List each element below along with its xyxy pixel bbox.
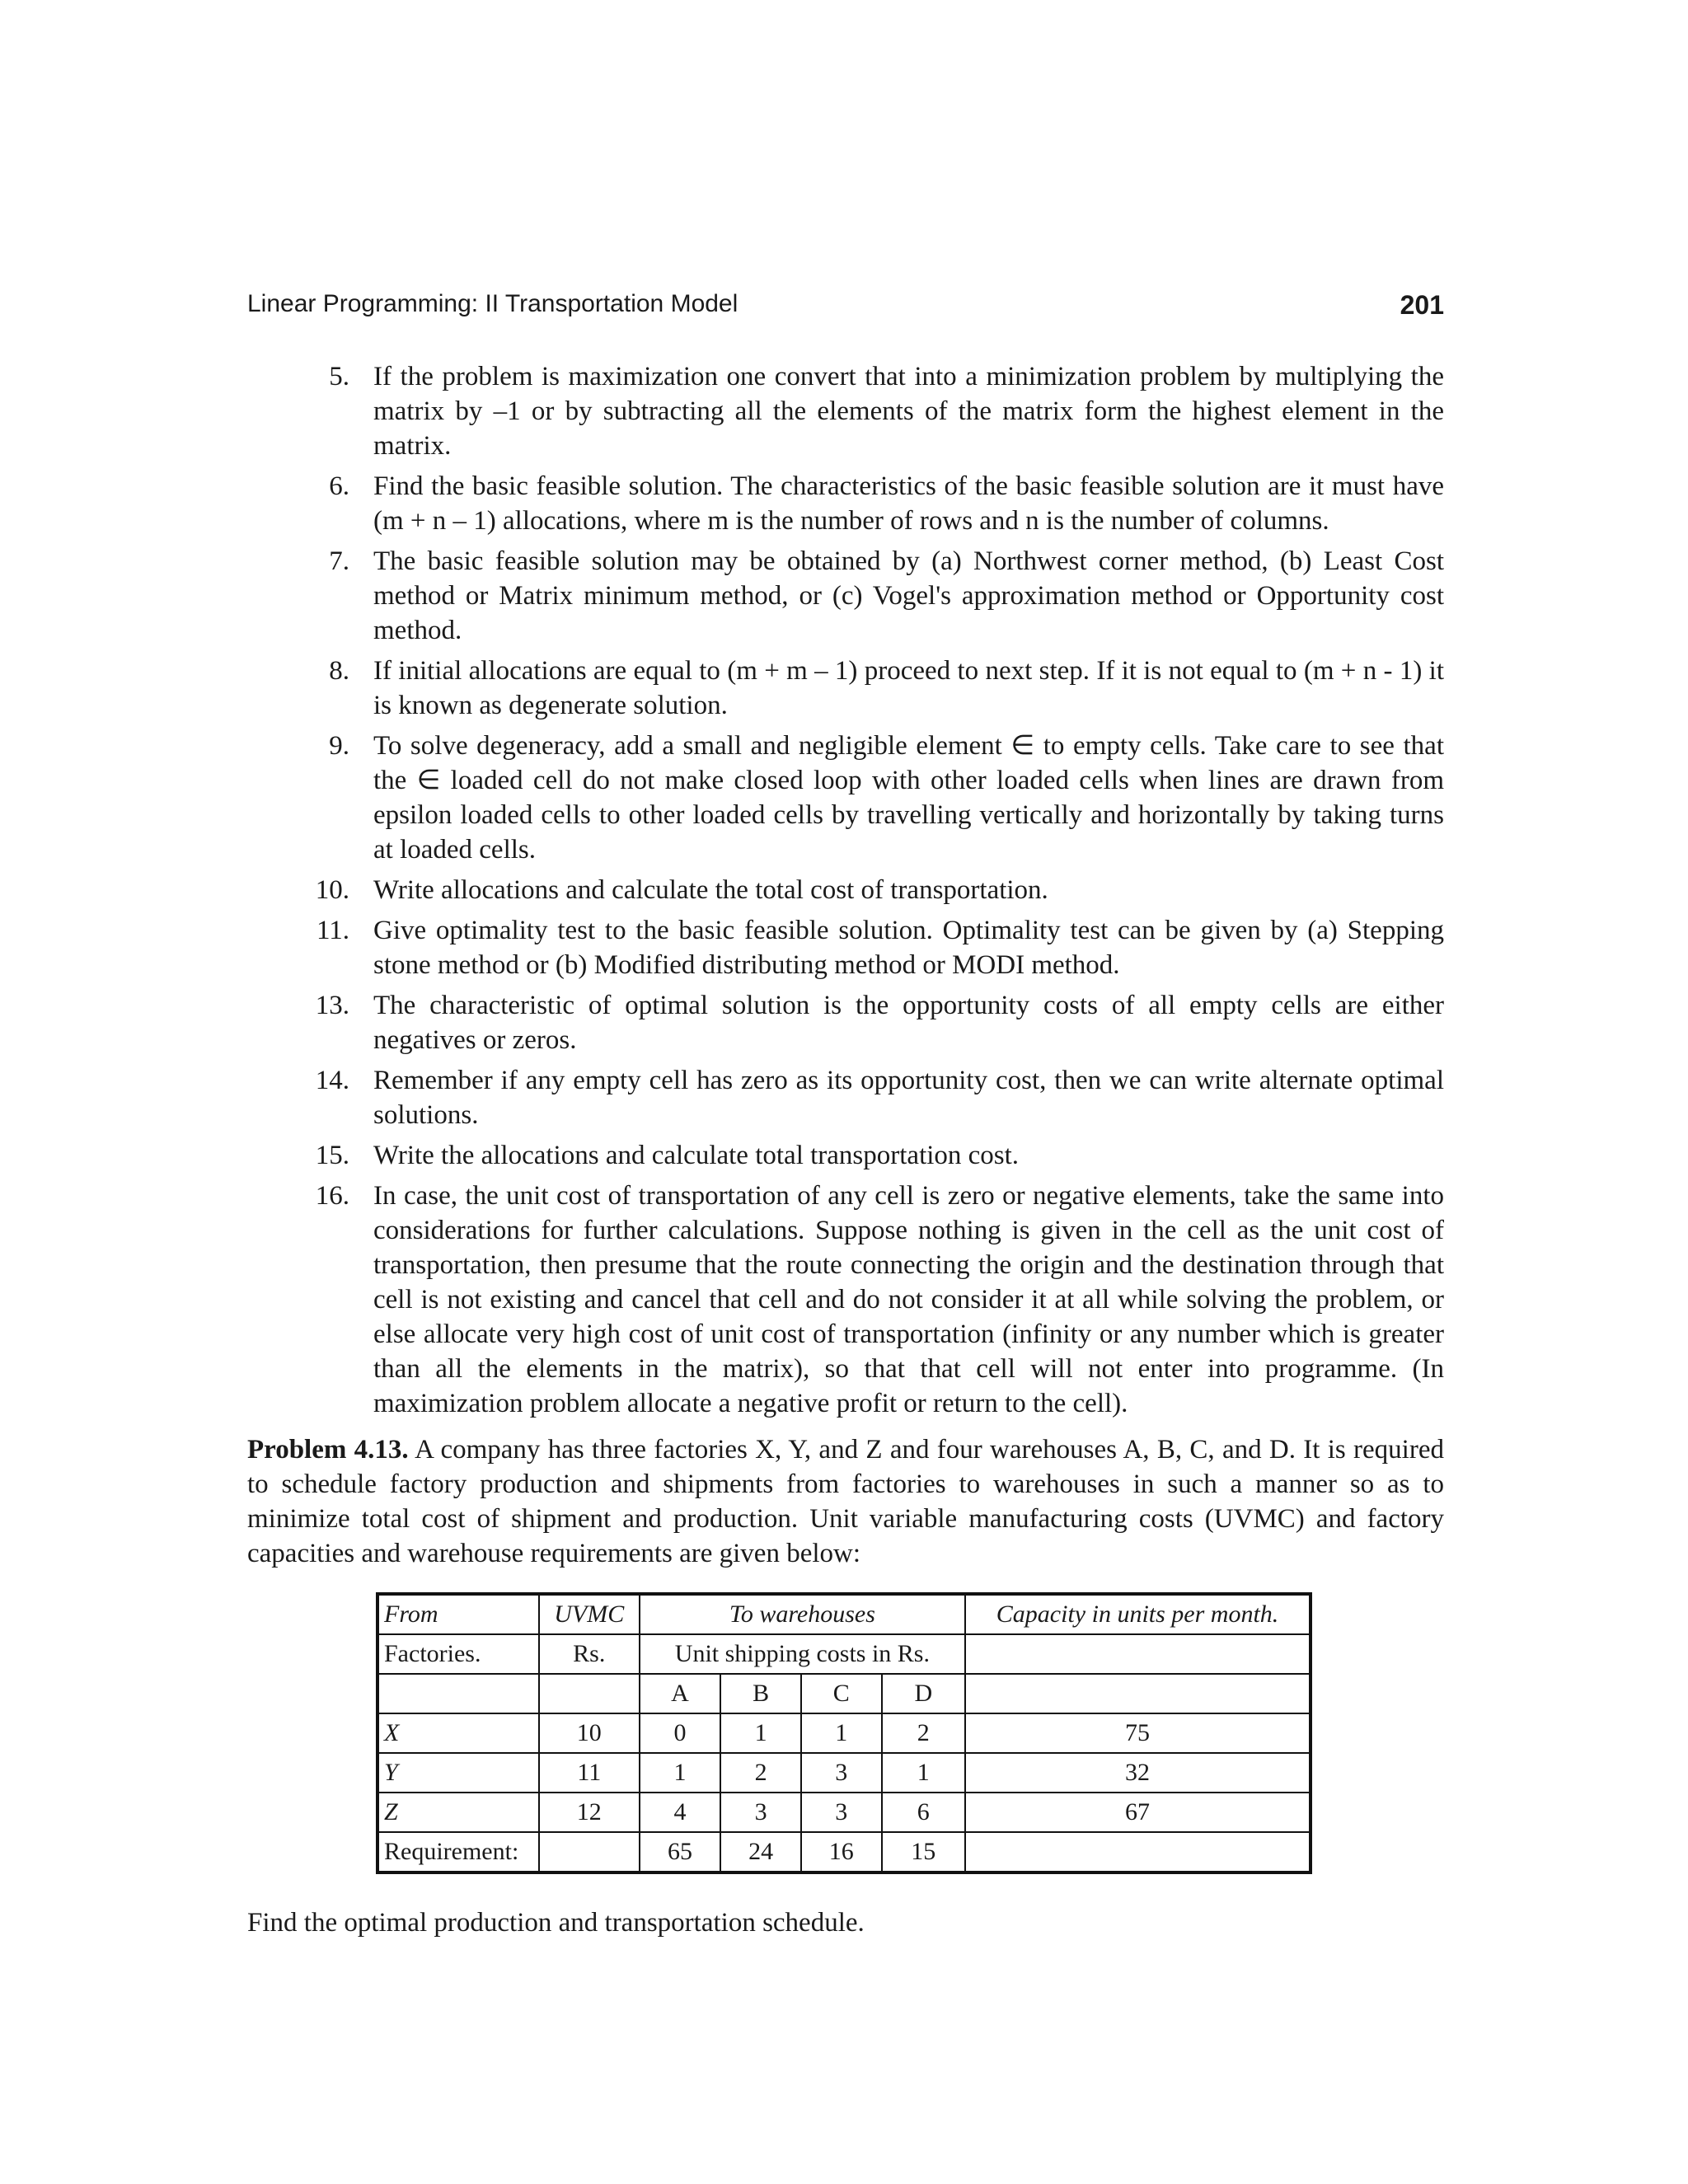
step-text: The basic feasible solution may be obtained by (a) Northwest corner method, (b) Least Cost method or Matrix minimum method, or (c) Vogel's approximation method or Opportunity cost method. — [373, 546, 1444, 645]
empty-cell — [377, 1674, 539, 1713]
uvmc-cell: 11 — [539, 1753, 640, 1793]
step-item — [247, 544, 1444, 648]
running-head-title: Linear Programming: II Transportation Model — [247, 290, 738, 317]
factory-cell: Z — [377, 1793, 539, 1832]
capacity-cell: 75 — [965, 1713, 1311, 1753]
header-cell: Unit shipping costs in Rs. — [640, 1634, 965, 1674]
step-number: 14. — [315, 1066, 349, 1095]
step-item — [247, 873, 1444, 907]
cost-cell: 4 — [640, 1793, 721, 1832]
step-text: Find the basic feasible solution. The characteristics of the basic feasible solution are it must have (m + n – 1) allocations, where m is the number of rows and n is the number of columns. — [373, 471, 1444, 536]
requirement-label: Requirement: — [377, 1832, 539, 1872]
problem-statement — [247, 1432, 1444, 1571]
problem-label: Problem 4.13. — [247, 1435, 409, 1465]
closing-sentence: Find the optimal production and transportation schedule. — [247, 1908, 865, 1938]
empty-cell — [965, 1634, 1311, 1674]
step-text: If the problem is maximization one convert that into a minimization problem by multiplying the matrix by –1 or by subtracting all the elements of the matrix form the highest element in the matrix. — [373, 362, 1444, 461]
step-item — [247, 1179, 1444, 1421]
step-number: 6. — [329, 471, 349, 501]
step-number: 13. — [315, 991, 349, 1020]
step-number: 15. — [315, 1141, 349, 1170]
step-text: To solve degeneracy, add a small and negligible element ∈ to empty cells. Take care to see that the ∈ loaded cell do not make closed loop with other loaded cells when lines are drawn from epsilon loaded cells to other loaded cells by travelling vertically and horizontally by taking turns at loaded cells. — [373, 731, 1444, 865]
cost-cell: 6 — [882, 1793, 966, 1832]
requirement-row — [377, 1832, 1311, 1872]
step-text: Remember if any empty cell has zero as its opportunity cost, then we can write alternate optimal solutions. — [373, 1066, 1444, 1130]
table-row — [377, 1793, 1311, 1832]
empty-cell — [965, 1832, 1311, 1872]
table-row — [377, 1753, 1311, 1793]
step-number: 10. — [315, 875, 349, 905]
step-item — [247, 469, 1444, 538]
step-text: The characteristic of optimal solution is the opportunity costs of all empty cells are either negatives or zeros. — [373, 991, 1444, 1055]
capacity-cell: 32 — [965, 1753, 1311, 1793]
step-item — [247, 1063, 1444, 1132]
step-item — [247, 1138, 1444, 1173]
step-number: 7. — [329, 546, 349, 576]
header-cell: Rs. — [539, 1634, 640, 1674]
cost-table — [376, 1592, 1312, 1874]
cost-cell: 1 — [640, 1753, 721, 1793]
cost-cell: 1 — [882, 1753, 966, 1793]
cost-cell: 3 — [720, 1793, 801, 1832]
cost-cell: 3 — [801, 1793, 882, 1832]
step-number: 5. — [329, 362, 349, 391]
step-text: Write allocations and calculate the total cost of transportation. — [373, 875, 1048, 905]
step-text: Give optimality test to the basic feasible solution. Optimality test can be given by (a) Stepping stone method or (b) Modified distributing method or MODI method. — [373, 916, 1444, 980]
cost-cell: 2 — [720, 1753, 801, 1793]
cost-cell: 0 — [640, 1713, 721, 1753]
table-row — [377, 1713, 1311, 1753]
step-item — [247, 654, 1444, 723]
header-cell: UVMC — [539, 1594, 640, 1634]
uvmc-cell: 10 — [539, 1713, 640, 1753]
requirement-cell: 16 — [801, 1832, 882, 1872]
requirement-cell: 15 — [882, 1832, 966, 1872]
step-number: 8. — [329, 656, 349, 686]
warehouse-header: A — [640, 1674, 721, 1713]
header-cell: To warehouses — [640, 1594, 965, 1634]
header-cell: Factories. — [377, 1634, 539, 1674]
uvmc-cell: 12 — [539, 1793, 640, 1832]
step-text: In case, the unit cost of transportation of any cell is zero or negative elements, take the same into considerations for further calculations. Suppose nothing is given in the cell as the unit cost of transportation, then presume that the route connecting the origin and the destination through that cell is not existing and cancel that cell and do not consider it at all while solving the problem, or else allocate very high cost of unit cost of transportation (infinity or any number which is greater than all the elements in the matrix), so that that cell will not enter into programme. (In maximization problem allocate a negative profit or return to the cell). — [373, 1181, 1444, 1418]
cost-cell: 1 — [801, 1713, 882, 1753]
header-cell: From — [377, 1594, 539, 1634]
factory-cell: Y — [377, 1753, 539, 1793]
step-number: 11. — [316, 916, 349, 945]
cost-cell: 1 — [720, 1713, 801, 1753]
step-item — [247, 729, 1444, 867]
requirement-cell: 65 — [640, 1832, 721, 1872]
header-cell: Capacity in units per month. — [965, 1594, 1311, 1634]
step-text: Write the allocations and calculate total transportation cost. — [373, 1141, 1020, 1170]
empty-cell — [965, 1674, 1311, 1713]
running-head — [247, 290, 1444, 326]
step-item — [247, 359, 1444, 463]
step-item — [247, 988, 1444, 1057]
cost-cell: 2 — [882, 1713, 966, 1753]
page-number: 201 — [1400, 290, 1444, 320]
step-number: 16. — [315, 1181, 349, 1211]
table-header-row — [377, 1594, 1311, 1634]
problem-text: A company has three factories X, Y, and Z and four warehouses A, B, C, and D. It is required to schedule factory production and shipments from factories to warehouses in such a manner so as to minimize total cost of shipment and production. Unit variable manufacturing costs (UVMC) and factory capacities and warehouse requirements are given below: — [247, 1435, 1444, 1568]
empty-cell — [539, 1674, 640, 1713]
table-header-row — [377, 1634, 1311, 1674]
step-text: If initial allocations are equal to (m + m – 1) proceed to next step. If it is not equal to (m + n - 1) it is known as degenerate solution. — [373, 656, 1444, 720]
warehouse-header: B — [720, 1674, 801, 1713]
warehouse-header: D — [882, 1674, 966, 1713]
step-number: 9. — [329, 731, 349, 761]
table-header-row — [377, 1674, 1311, 1713]
capacity-cell: 67 — [965, 1793, 1311, 1832]
step-item — [247, 913, 1444, 982]
cost-cell: 3 — [801, 1753, 882, 1793]
factory-cell: X — [377, 1713, 539, 1753]
procedure-steps — [247, 359, 1444, 1427]
empty-cell — [539, 1832, 640, 1872]
requirement-cell: 24 — [720, 1832, 801, 1872]
warehouse-header: C — [801, 1674, 882, 1713]
